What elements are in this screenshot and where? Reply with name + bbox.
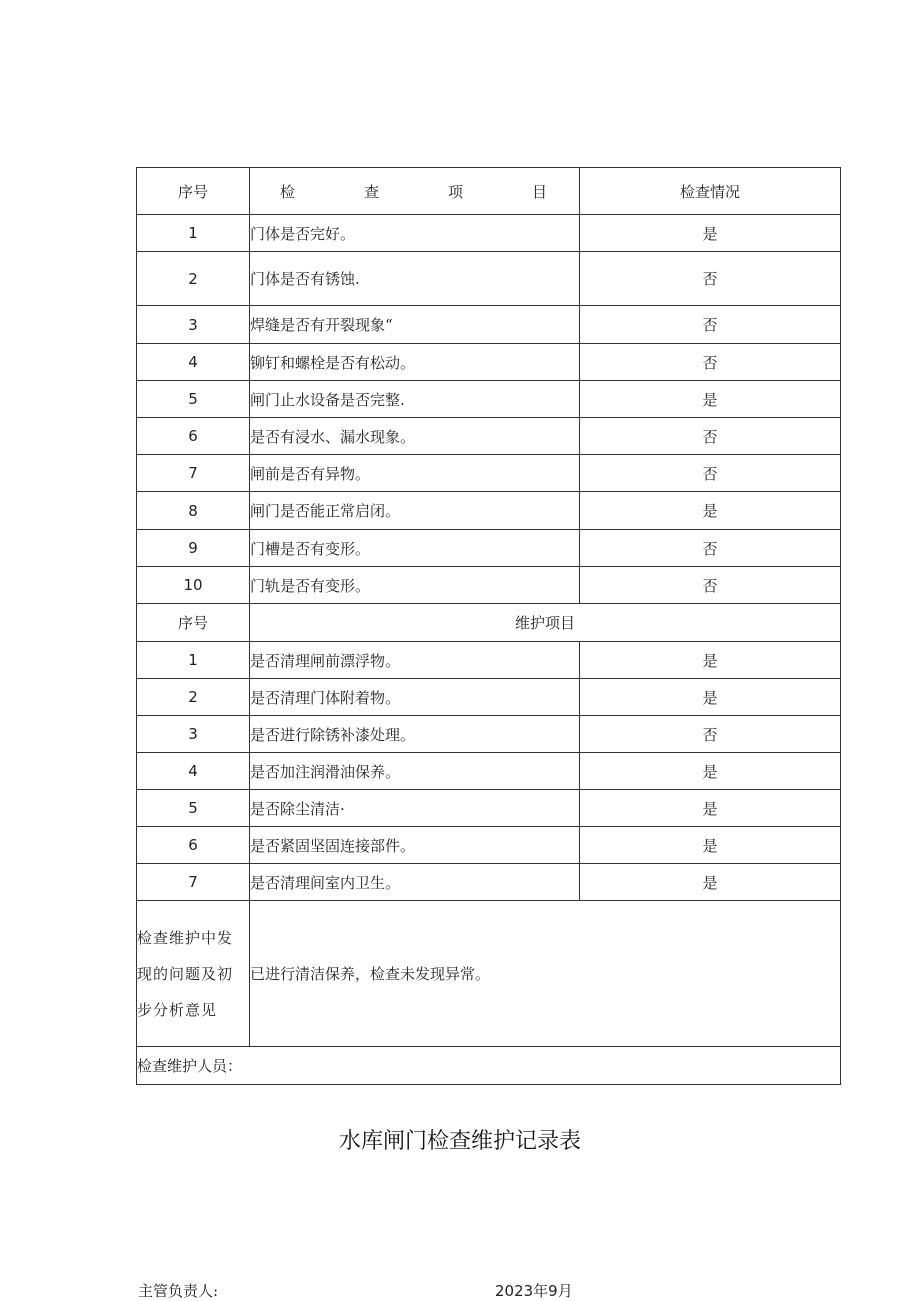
- inspection-row: [137, 306, 841, 344]
- findings-text: 已进行清洁保养，检查未发现异常。: [250, 901, 841, 1047]
- inspection-status: 否: [580, 252, 841, 306]
- maintenance-row: [137, 642, 841, 679]
- seq-header: 序号: [137, 168, 250, 215]
- item-header-char: 检: [280, 182, 296, 201]
- item-header-char: 查: [363, 182, 379, 201]
- inspection-item: 门槽是否有变形。: [250, 530, 580, 567]
- inspection-item: 焊缝是否有开裂现象“: [250, 306, 580, 344]
- findings-label-line: 现的问题及初: [137, 964, 234, 983]
- row-number: 6: [137, 418, 250, 455]
- findings-label-line: 检查维护中发: [137, 928, 234, 947]
- inspection-row: [137, 418, 841, 455]
- inspection-status: 否: [580, 306, 841, 344]
- row-number: 4: [137, 753, 250, 790]
- maintenance-status: 是: [580, 827, 841, 864]
- inspection-item: 门轨是否有变形。: [250, 567, 580, 604]
- inspection-item: 铆钉和螺栓是否有松动。: [250, 344, 580, 381]
- findings-label: [137, 901, 250, 1047]
- row-number: 5: [137, 790, 250, 827]
- maintenance-row: [137, 827, 841, 864]
- maintenance-status: 是: [580, 864, 841, 901]
- inspection-item-header: [250, 168, 580, 215]
- inspection-row: [137, 252, 841, 306]
- row-number: 1: [137, 642, 250, 679]
- inspection-row: [137, 530, 841, 567]
- inspection-status: 是: [580, 215, 841, 252]
- inspection-status: 否: [580, 418, 841, 455]
- maintenance-row: [137, 790, 841, 827]
- row-number: 3: [137, 716, 250, 753]
- inspection-item: 门体是否完好。: [250, 215, 580, 252]
- status-header: 检查情况: [580, 168, 841, 215]
- maintenance-item: 是否清理门体附着物。: [250, 679, 580, 716]
- row-number: 1: [137, 215, 250, 252]
- inspection-item: 是否有浸水、漏水现象。: [250, 418, 580, 455]
- inspection-status: 否: [580, 455, 841, 492]
- supervisor-label: 主管负责人:: [138, 1282, 219, 1300]
- maintenance-item: 是否加注润滑油保养。: [250, 753, 580, 790]
- row-number: 5: [137, 381, 250, 418]
- staff-label: 检查维护人员：: [137, 1047, 841, 1085]
- maintenance-item: 是否清理闸前漂浮物。: [250, 642, 580, 679]
- inspection-row: [137, 344, 841, 381]
- row-number: 9: [137, 530, 250, 567]
- inspection-row: [137, 455, 841, 492]
- inspection-status: 否: [580, 530, 841, 567]
- row-number: 8: [137, 492, 250, 530]
- maintenance-item: 是否进行除锈补漆处理。: [250, 716, 580, 753]
- inspection-status: 否: [580, 344, 841, 381]
- row-number: 4: [137, 344, 250, 381]
- maintenance-row: [137, 753, 841, 790]
- item-header-char: 目: [531, 182, 547, 201]
- seq-header: 序号: [137, 604, 250, 642]
- item-header-char: 项: [447, 182, 463, 201]
- inspection-item: 门体是否有锈蚀.: [250, 252, 580, 306]
- row-number: 7: [137, 455, 250, 492]
- maintenance-status: 是: [580, 642, 841, 679]
- maintenance-status: 是: [580, 753, 841, 790]
- maintenance-status: 是: [580, 679, 841, 716]
- row-number: 7: [137, 864, 250, 901]
- inspection-item: 闸前是否有异物。: [250, 455, 580, 492]
- row-number: 2: [137, 252, 250, 306]
- table-body: [137, 168, 841, 1085]
- maintenance-item: 是否清理间室内卫生。: [250, 864, 580, 901]
- maintenance-header-row: [137, 604, 841, 642]
- maintenance-status: 否: [580, 716, 841, 753]
- row-number: 6: [137, 827, 250, 864]
- findings-label-line: 步分析意见: [137, 1000, 218, 1019]
- page-title: 水库闸门检查维护记录表: [338, 1129, 581, 1154]
- record-date: 2023年9月: [495, 1282, 573, 1300]
- inspection-row: [137, 215, 841, 252]
- findings-row: [137, 901, 841, 1047]
- inspection-row: [137, 492, 841, 530]
- maintenance-row: [137, 679, 841, 716]
- row-number: 10: [137, 567, 250, 604]
- inspection-maintenance-table: [136, 167, 841, 1085]
- maintenance-row: [137, 864, 841, 901]
- inspection-status: 是: [580, 492, 841, 530]
- staff-row: [137, 1047, 841, 1085]
- maintenance-row: [137, 716, 841, 753]
- inspection-row: [137, 567, 841, 604]
- inspection-header-row: [137, 168, 841, 215]
- inspection-row: [137, 381, 841, 418]
- maintenance-item: 是否除尘清洁·: [250, 790, 580, 827]
- maintenance-item-header: 维护项目: [250, 604, 841, 642]
- inspection-item: 闸门是否能正常启闭。: [250, 492, 580, 530]
- inspection-status: 是: [580, 381, 841, 418]
- inspection-status: 否: [580, 567, 841, 604]
- row-number: 3: [137, 306, 250, 344]
- row-number: 2: [137, 679, 250, 716]
- maintenance-item: 是否紧固坚固连接部件。: [250, 827, 580, 864]
- inspection-item: 闸门止水设备是否完整.: [250, 381, 580, 418]
- maintenance-status: 是: [580, 790, 841, 827]
